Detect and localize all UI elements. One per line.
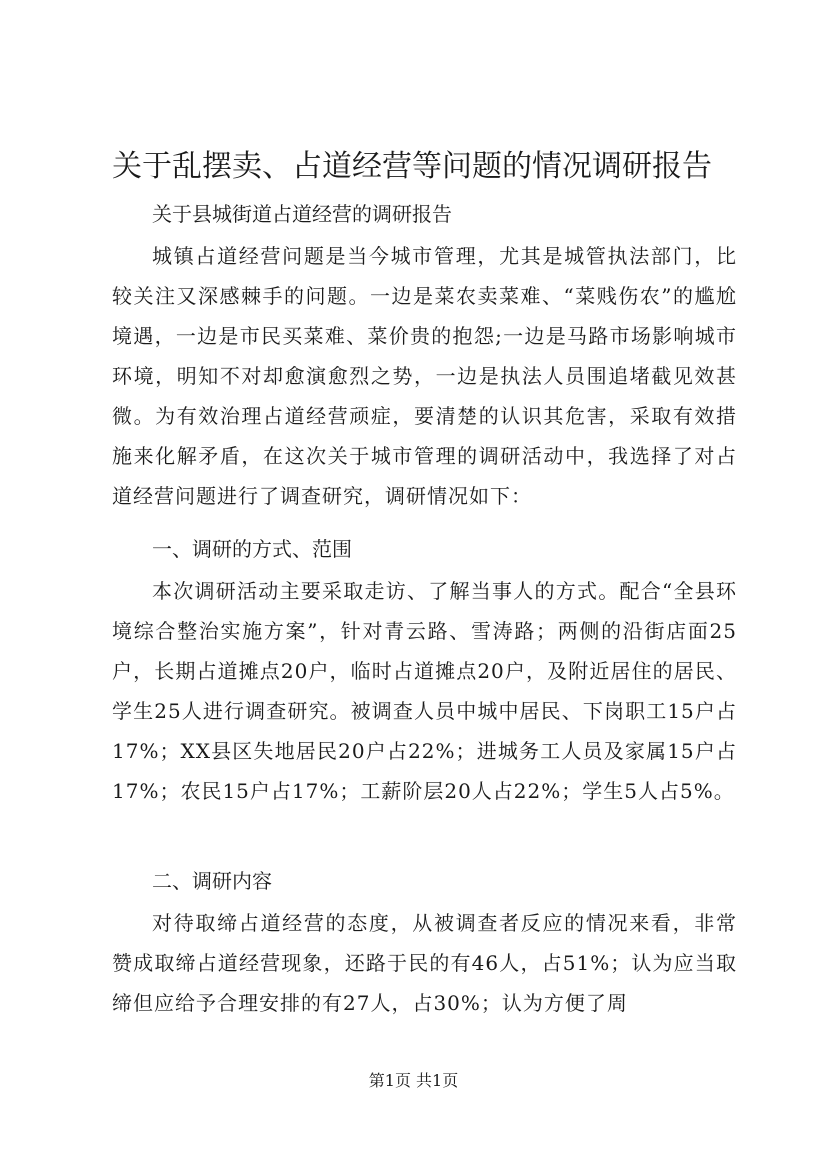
section-heading-content: 二、调研内容 bbox=[152, 869, 272, 893]
section-heading-method: 一、调研的方式、范围 bbox=[152, 537, 352, 561]
document-title: 关于乱摆卖、占道经营等问题的情况调研报告 bbox=[112, 149, 712, 184]
paragraph-intro: 城镇占道经营问题是当今城市管理，尤其是城管执法部门，比较关注又深感棘手的问题。一边是菜农卖菜难、“菜贱伤农”的尴尬境遇，一边是市民买菜难、菜价贵的抱怨;一边是马路市场影响城市环境，明知不对却愈演愈烈之势，一边是执法人员围追堵截见效甚微。为有效治理占道经营顽症，要清楚的认识其危害，采取有效措施来化解矛盾，在这次关于城市管理的调研活动中，我选择了对占道经营问题进行了调查研究，调研情况如下： bbox=[112, 244, 737, 508]
paragraph-method: 本次调研活动主要采取走访、了解当事人的方式。配合“全县环境综合整治实施方案”，针对青云路、雪涛路；两侧的沿街店面25户，长期占道摊点20户，临时占道摊点20户，及附近居住的居民、学生25人进行调查研究。被调查人员中城中居民、下岗职工15户占17%；XX县区失地居民20户占22%；进城务工人员及家属15户占17%；农民15户占17%；工薪阶层20人占22%；学生5人占5%。 bbox=[112, 579, 737, 803]
page-footer: 第1页 共1页 bbox=[368, 1071, 459, 1090]
paragraph-content: 对待取缔占道经营的态度，从被调查者反应的情况来看，非常赞成取缔占道经营现象，还路于民的有46人，占51%；认为应当取缔但应给予合理安排的有27人，占30%；认为方便了周 bbox=[112, 911, 737, 1015]
document-subtitle: 关于县城街道占道经营的调研报告 bbox=[152, 202, 452, 226]
